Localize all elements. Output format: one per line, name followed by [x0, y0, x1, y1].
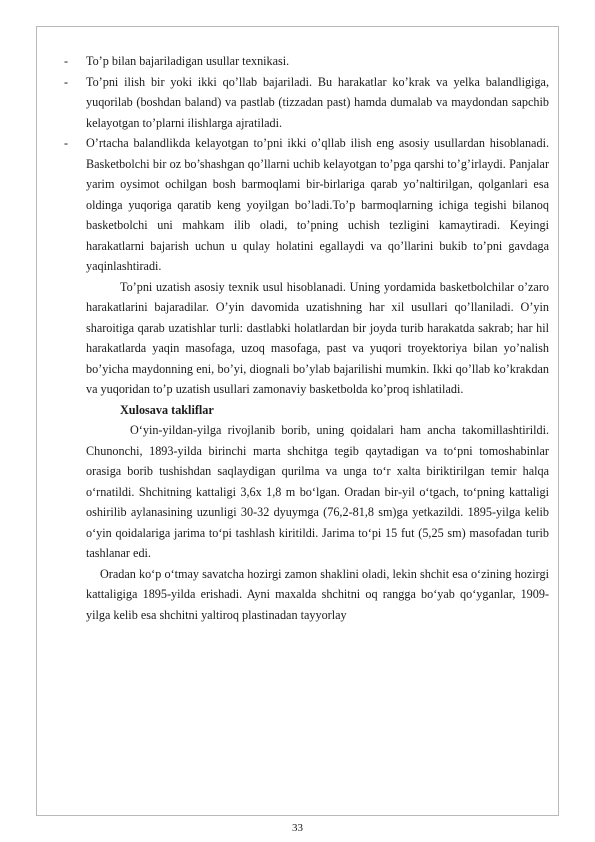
- body-paragraph-conclusion-1: O‘yin-yildan-yilga rivojlanib borib, uning qoidalari ham ancha takomillashtirildi. Chunonchi, 1893-yilda birinchi marta shchitga tegib qaytadigan va to‘pni tomoshabinlar orasiga borib tushishdan saqlaydigan qurilma va unga to‘r xalta biriktirilgan temir halqa o‘rnatildi. Shchitning kattaligi 3,6x 1,8 m bo‘lgan. Oradan bir-yil o‘tgach, to‘pning kattaligi oshirilib aylanasining uzunligi 30-32 dyuymga (76,2-81,8 sm)ga yetkazildi. 1895-yilga kelib o‘yin qoidalariga jarima to‘pi tashlash kiritildi. Jarima to‘pi 15 fut (5,25 sm) masofadan turib tashlanar edi.: [86, 423, 549, 560]
- paragraph-text: To’p bilan bajariladigan usullar texnikasi.: [86, 54, 290, 68]
- bullet-paragraph-2: [64, 72, 549, 134]
- paragraph-text: O’rtacha balandlikda kelayotgan to’pni ikki o’qllab ilish eng asosiy usullardan hisoblanadi. Basketbolchi bir oz bo’shashgan qo’llarni uchib kelayotgan to’pga qarshi to’g’irlaydi. Panjalar yarim oysimot ochilgan bosh barmoqlami bir-birlariga qarab yo’naltirilgan, qolganlari esa oldinga yuqoriga qaratib keng yoyilgan bo’ladi.To’p barmoqlarning ichiga tegishi bilanoq basketbolchi uni mahkam ilib oladi, to’pning uchish tezligini kamaytiradi. Keyingi harakatlarni bajarish uchun u qulay holatini egallaydi va qo’llarini bukib to’pni gavdaga yaqinlashtiradi.: [86, 136, 549, 273]
- body-paragraph-passing: To’pni uzatish asosiy texnik usul hisoblanadi. Uning yordamida basketbolchilar o’zaro harakatlarini bajaradilar. O’yin davomida uzatishning har xil usullari qo’llaniladi. O’yin sharoitiga qarab uzatishlar turli: dastlabki holatlardan bir joyda turib harakatda sakrab; har hil harakatlarda yaqin masofaga, uzoq masofaga, past va yuqori troyektoriya bilan yo’nalish bo’yicha maydonning eni, bo’yi, diognali bo’ylab bajarilishi mumkin. Ikki qo’llab ko’krakdan va yuqoridan to’p uzatish usullari zamonaviy basketbolda ko’proq ishlatiladi.: [86, 279, 549, 396]
- paragraph-text: To’pni ilish bir yoki ikki qo’llab bajariladi. Bu harakatlar ko’krak va yelka balandligiga, yuqorilab (boshdan baland) va pastlab (tizzadan past) hamda dumalab va maydondan sapchib kelayotgan to’plarni ilishlarga ajratiladi.: [86, 74, 549, 130]
- bullet-paragraph-3: [64, 133, 549, 277]
- body-paragraph-conclusion-2: Oradan ko‘p o‘tmay savatcha hozirgi zamon shaklini oladi, lekin shchit esa o‘zining hozirgi kattaligiga 1895-yilda erishadi. Ayni maxalda shchitni oq rangga bo‘yab qo‘yganlar, 1909-yilga kelib esa shchitni yaltiroq plastinadan tayyorlay: [86, 566, 549, 622]
- document-body: [64, 51, 549, 625]
- page-number: 33: [292, 822, 303, 834]
- bullet-paragraph-1: [64, 51, 549, 72]
- bullet-dash: -: [64, 136, 69, 150]
- section-heading: Xulosava takliflar: [120, 402, 214, 417]
- bullet-dash: -: [64, 54, 69, 68]
- bullet-dash: -: [64, 74, 69, 89]
